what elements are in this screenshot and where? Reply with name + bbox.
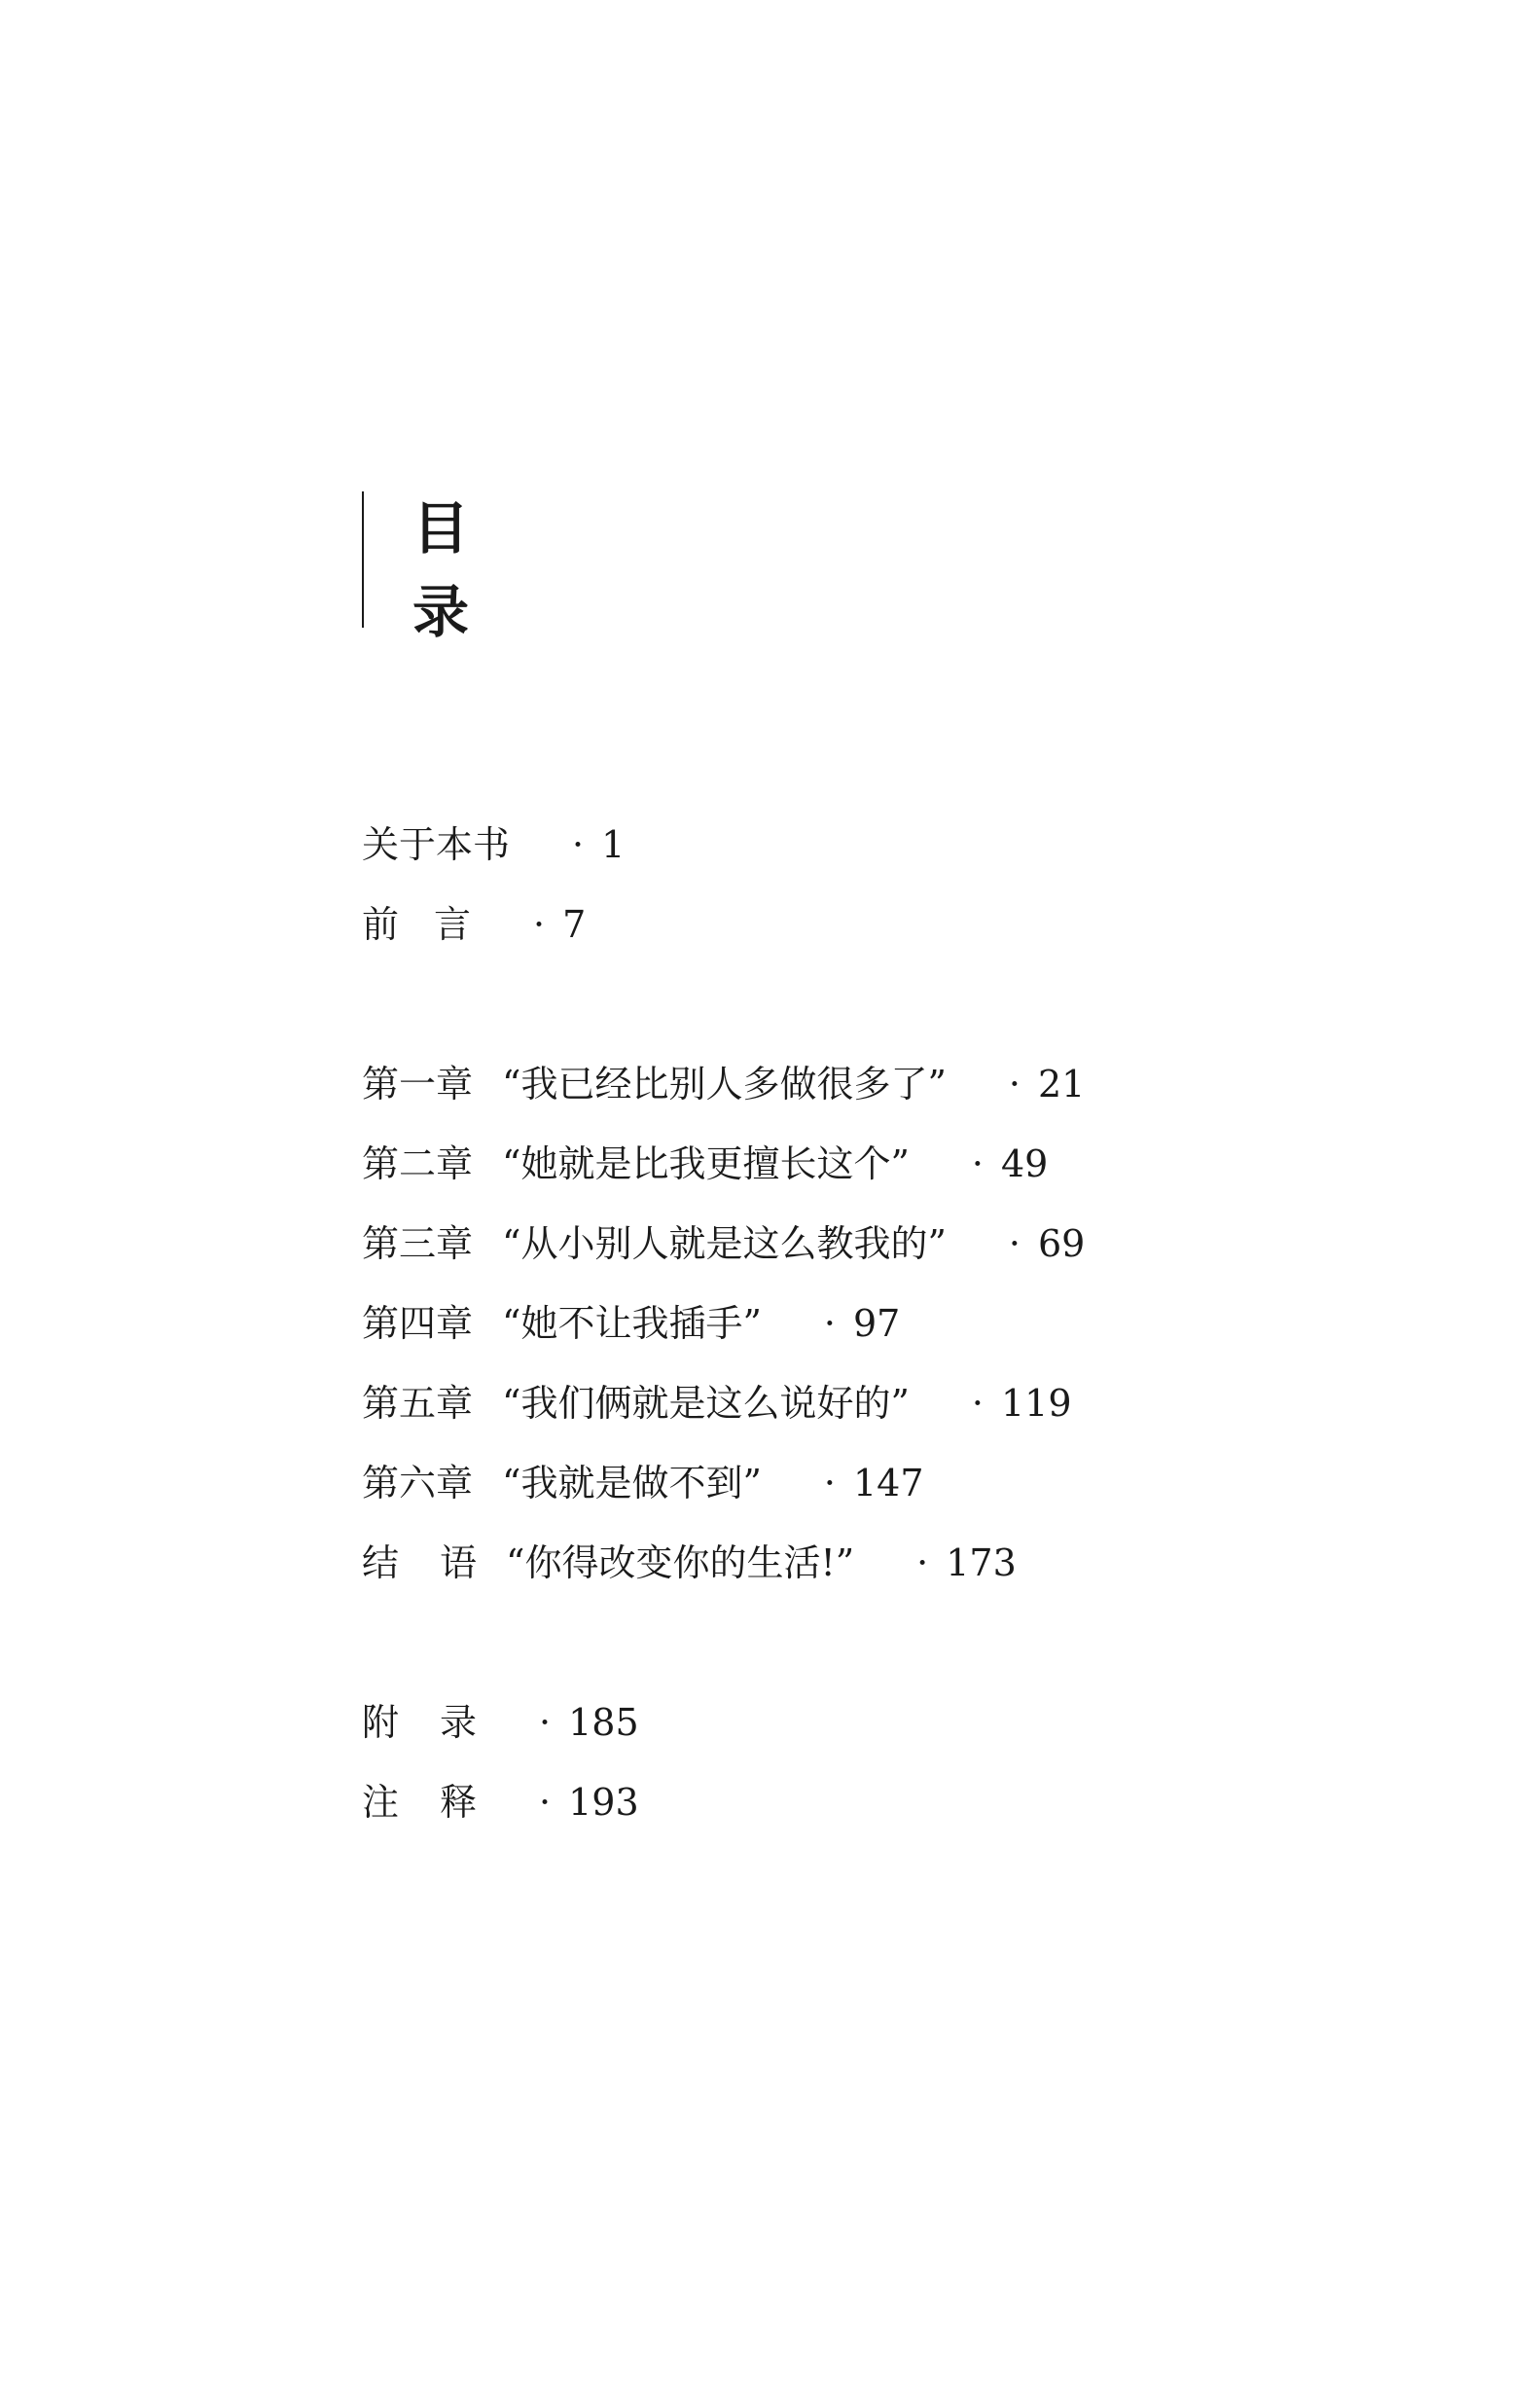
toc-heading bbox=[412, 487, 481, 654]
page-number: 193 bbox=[568, 1781, 639, 1824]
toc-entry-appendix[interactable] bbox=[362, 1693, 639, 1752]
toc-entry-notes[interactable] bbox=[362, 1773, 639, 1831]
page-number: 69 bbox=[1037, 1222, 1086, 1265]
dot-separator: · bbox=[533, 903, 546, 946]
page-number: 97 bbox=[852, 1302, 901, 1345]
toc-entry-chapter-6[interactable] bbox=[362, 1454, 924, 1512]
entry-label: 第五章 bbox=[362, 1382, 474, 1425]
toc-entry-chapter-4[interactable] bbox=[362, 1294, 900, 1353]
page-number: 147 bbox=[852, 1462, 924, 1504]
toc-entry-chapter-1[interactable] bbox=[362, 1055, 1085, 1113]
toc-entry-conclusion[interactable] bbox=[362, 1534, 1017, 1592]
toc-entry-chapter-3[interactable] bbox=[362, 1214, 1085, 1273]
entry-label: 第一章 bbox=[362, 1063, 474, 1105]
page-number: 7 bbox=[562, 903, 587, 946]
entry-title: “从小别人就是这么教我的” bbox=[502, 1222, 947, 1265]
dot-separator: · bbox=[539, 1701, 552, 1744]
dot-separator: · bbox=[1008, 1063, 1021, 1105]
page-number: 49 bbox=[1000, 1142, 1049, 1185]
entry-title: “她不让我插手” bbox=[502, 1302, 762, 1345]
dot-separator: · bbox=[539, 1781, 552, 1824]
toc-entry-chapter-2[interactable] bbox=[362, 1135, 1048, 1193]
heading-char-1: 目 bbox=[412, 495, 470, 562]
dot-separator: · bbox=[1008, 1222, 1021, 1265]
entry-title: “我们俩就是这么说好的” bbox=[502, 1382, 910, 1425]
entry-title: “她就是比我更擅长这个” bbox=[502, 1142, 910, 1185]
dot-separator: · bbox=[823, 1462, 836, 1504]
heading-char-2: 录 bbox=[412, 579, 470, 645]
page-number: 173 bbox=[946, 1541, 1017, 1584]
page-number: 119 bbox=[1000, 1382, 1072, 1425]
page-number: 21 bbox=[1037, 1063, 1086, 1105]
toc-entry-preface[interactable] bbox=[362, 895, 586, 954]
dot-separator: · bbox=[971, 1142, 984, 1185]
entry-label: 第六章 bbox=[362, 1462, 474, 1504]
heading-rule bbox=[362, 491, 364, 628]
dot-separator: · bbox=[971, 1382, 984, 1425]
entry-title: “我已经比别人多做很多了” bbox=[502, 1063, 947, 1105]
dot-separator: · bbox=[916, 1541, 929, 1584]
page-number: 1 bbox=[601, 823, 626, 866]
entry-label: 关于本书 bbox=[362, 823, 511, 866]
toc-entry-about[interactable] bbox=[362, 815, 625, 874]
entry-label: 附 录 bbox=[362, 1701, 478, 1744]
entry-label: 第二章 bbox=[362, 1142, 474, 1185]
entry-title: “我就是做不到” bbox=[502, 1462, 762, 1504]
dot-separator: · bbox=[823, 1302, 836, 1345]
entry-label: 注 释 bbox=[362, 1781, 478, 1824]
entry-label: 结 语 bbox=[362, 1541, 478, 1584]
page-number: 185 bbox=[568, 1701, 639, 1744]
entry-label: 前 言 bbox=[362, 903, 472, 946]
entry-label: 第三章 bbox=[362, 1222, 474, 1265]
dot-separator: · bbox=[572, 823, 585, 866]
entry-title: “你得改变你的生活!” bbox=[506, 1541, 855, 1584]
entry-label: 第四章 bbox=[362, 1302, 474, 1345]
toc-entry-chapter-5[interactable] bbox=[362, 1374, 1072, 1432]
